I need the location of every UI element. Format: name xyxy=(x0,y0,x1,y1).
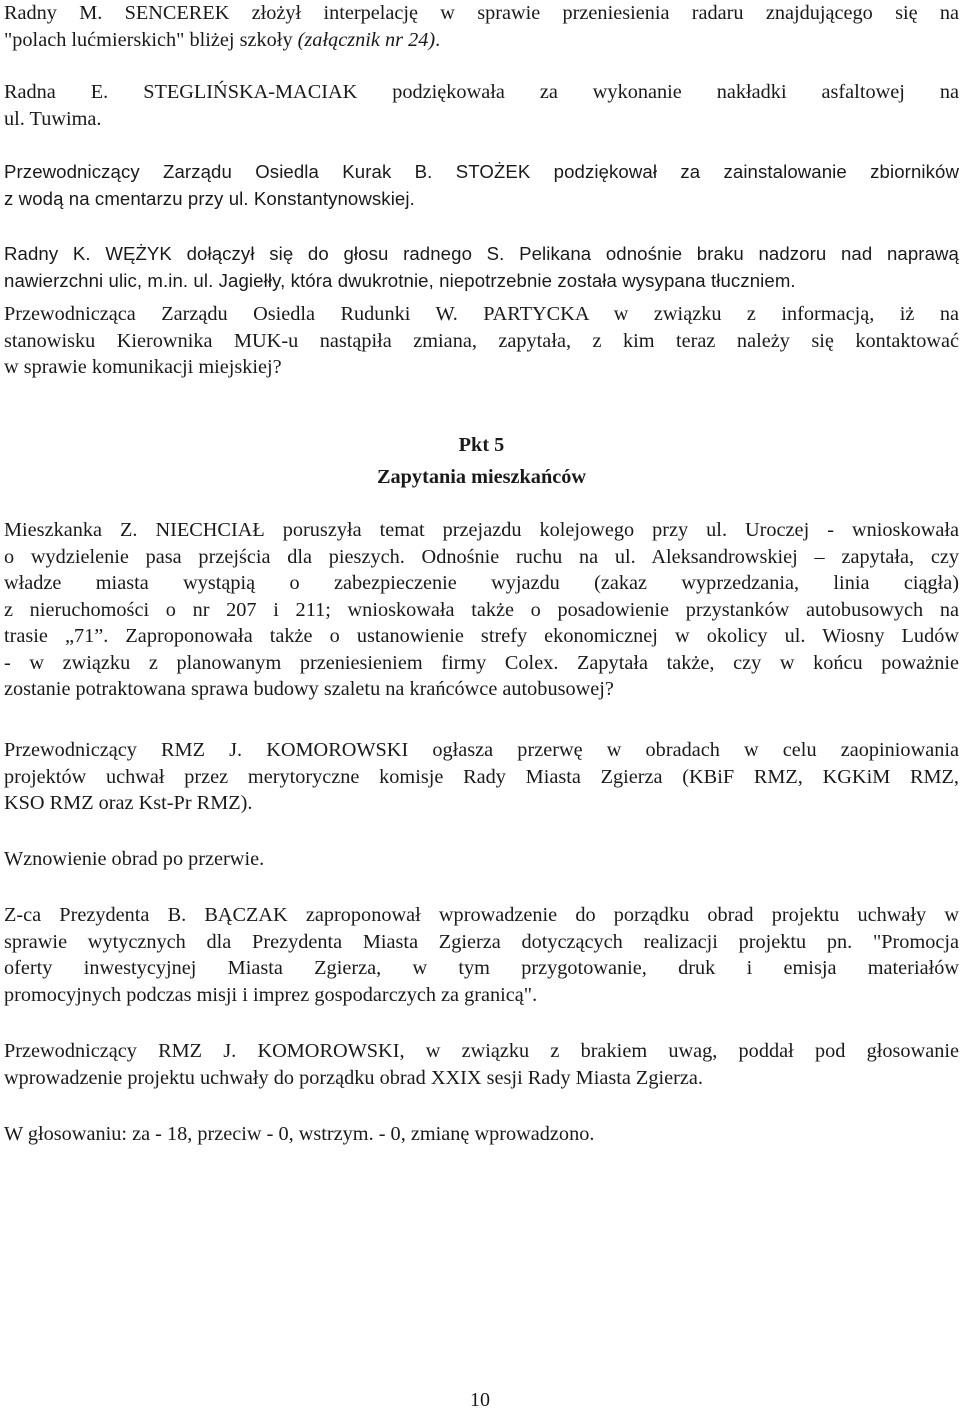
text-fragment: "polach lućmierskich" bliżej szkoły xyxy=(4,28,298,51)
text-line: Radny K. WĘŻYK dołączył się do głosu radnego S. Pelikana odnośnie braku nadzoru nad naprawą xyxy=(4,243,959,264)
text-line: ul. Tuwima. xyxy=(4,107,102,130)
text-line: Radna E. STEGLIŃSKA-MACIAK podziękowała za wykonanie nakładki asfaltowej na xyxy=(4,81,959,103)
paragraph-vote-result xyxy=(4,1121,959,1148)
text-line: w sprawie komunikacji miejskiej? xyxy=(4,356,282,378)
section-title: Zapytania mieszkańców xyxy=(376,465,587,488)
text-line: stanowisku Kierownika MUK-u nastąpiła zmiana, zapytała, z kim teraz należy się kontaktować xyxy=(4,329,959,352)
paragraph-sencerek-interpellation xyxy=(4,0,959,53)
text-line: Przewodniczący RMZ J. KOMOROWSKI ogłasza przerwę w obradach w celu zaopiniowania xyxy=(4,739,959,761)
text-line: trasie „71”. Zaproponowała także o ustanowienie strefy ekonomicznej w okolicy ul. Wiosny Ludów xyxy=(4,625,959,647)
text-line: władze miasta wystąpią o zabezpieczenie wyjazdu (zakaz wyprzedzania, linia ciągła) xyxy=(4,572,959,594)
section-heading xyxy=(4,430,959,493)
text-line: o wydzielenie pasa przejścia dla pieszych. Odnośnie ruchu na ul. Aleksandrowskiej – zapytała, czy xyxy=(4,545,959,568)
text-line: sprawie wytycznych dla Prezydenta Miasta Zgierza dotyczących realizacji projektu pn. "Promocja xyxy=(4,930,959,953)
paragraph-baczak-proposal xyxy=(4,902,959,1008)
paragraph-steglinska-thanks xyxy=(4,79,959,132)
page-number: 10 xyxy=(470,1389,490,1411)
attachment-reference: (załącznik nr 24) xyxy=(297,28,436,51)
text-line: Z-ca Prezydenta B. BĄCZAK zaproponował wprowadzenie do porządku obrad projektu uchwały w xyxy=(4,904,959,926)
paragraph-wezyk-supervision xyxy=(4,241,959,294)
paragraph-niechcial-questions xyxy=(4,517,959,703)
text-line: KSO RMZ oraz Kst-Pr RMZ). xyxy=(4,792,253,814)
text-line xyxy=(4,27,959,54)
text-fragment: . xyxy=(435,28,441,51)
text-line: - w związku z planowanym przeniesieniem firmy Colex. Zapytała także, czy w końcu poważnie xyxy=(4,651,959,674)
text-line: oferty inwestycyjnej Miasta Zgierza, w tym przygotowanie, druk i emisja materiałów xyxy=(4,957,959,979)
text-line: Radny M. SENCEREK złożył interpelację w sprawie przeniesienia radaru znajdującego się na xyxy=(4,2,959,24)
text-line: Przewodniczący Zarządu Osiedla Kurak B. STOŻEK podziękował za zainstalowanie zbiorników xyxy=(4,161,959,182)
paragraph-komorowski-vote xyxy=(4,1038,959,1091)
text-line: Przewodnicząca Zarządu Osiedla Rudunki W. PARTYCKA w związku z informacją, iż na xyxy=(4,303,959,325)
text-line: Przewodniczący RMZ J. KOMOROWSKI, w związku z brakiem uwag, poddał pod głosowanie xyxy=(4,1040,959,1062)
text-line: W głosowaniu: za - 18, przeciw - 0, wstrzym. - 0, zmianę wprowadzono. xyxy=(4,1123,595,1145)
text-line: z wodą na cmentarzu przy ul. Konstantynowskiej. xyxy=(4,187,415,209)
text-line: Wznowienie obrad po przerwie. xyxy=(4,848,265,870)
paragraph-resumption xyxy=(4,846,959,873)
text-line: promocyjnych podczas misji i imprez gospodarczych za granicą". xyxy=(4,983,538,1006)
paragraph-komorowski-break xyxy=(4,737,959,817)
section-number: Pkt 5 xyxy=(458,434,505,456)
text-line: zostanie potraktowana sprawa budowy szaletu na krańcówce autobusowej? xyxy=(4,678,614,700)
text-line: nawierzchni ulic, m.in. ul. Jagiełły, która dwukrotnie, niepotrzebnie została wysypana tłuczniem. xyxy=(4,269,796,291)
text-line: wprowadzenie projektu uchwały do porządku obrad XXIX sesji Rady Miasta Zgierza. xyxy=(4,1066,703,1089)
text-line: projektów uchwał przez merytoryczne komisje Rady Miasta Zgierza (KBiF RMZ, KGKiM RMZ, xyxy=(4,765,959,788)
paragraph-stozek-thanks xyxy=(4,159,959,212)
text-line: z nieruchomości o nr 207 i 211; wnioskowała także o posadowienie przystanków autobusowych na xyxy=(4,598,959,621)
paragraph-partycka-question xyxy=(4,301,959,381)
text-line: Mieszkanka Z. NIECHCIAŁ poruszyła temat przejazdu kolejowego przy ul. Uroczej - wnioskowała xyxy=(4,519,959,541)
